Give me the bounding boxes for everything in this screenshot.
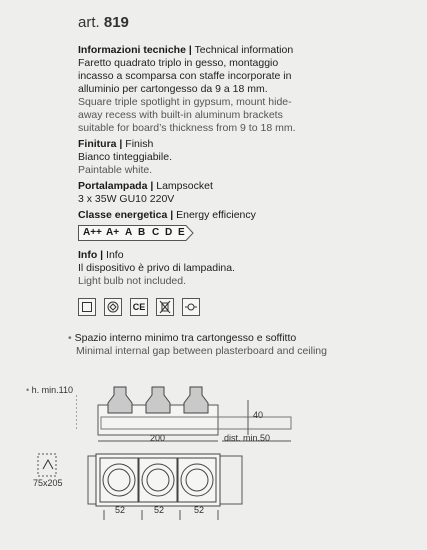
- tech-title-en: Technical information: [194, 44, 294, 56]
- tech-line-en-1: Square triple spotlight in gypsum, mount hide-: [78, 96, 292, 108]
- energy-title-en: Energy efficiency: [176, 209, 256, 221]
- info-text-it: Il dispositivo è privo di lampadina.: [78, 262, 235, 274]
- energy-class-a-plus: A+: [106, 227, 120, 238]
- tech-line-it-3: alluminio per cartongesso da 9 a 18 mm.: [78, 83, 268, 95]
- gap-note-it: Spazio interno minimo tra cartongesso e soffitto: [74, 332, 297, 344]
- tech-line-en-3: suitable for board’s thickness from 9 to 18 mm.: [78, 122, 296, 134]
- tech-line-it-2: incasso a scomparsa con staffe incorporate in: [78, 70, 292, 82]
- lampsocket-section: Portalampada | Lampsocket 3 x 35W GU10 220V: [78, 180, 378, 206]
- energy-class-a-plus-plus: A++: [83, 227, 102, 238]
- info-title-en: Info: [106, 249, 124, 261]
- distance-dimension: dist. min.50: [224, 433, 271, 443]
- lamp-title-en: Lampsocket: [156, 180, 213, 192]
- energy-class-b: B: [138, 227, 146, 238]
- lamp-title-it: Portalampada: [78, 180, 148, 192]
- finish-title-it: Finitura: [78, 138, 117, 150]
- ce-mark-icon: CE: [130, 298, 148, 316]
- tech-line-it-1: Faretto quadrato triplo in gesso, montaggio: [78, 57, 279, 69]
- info-title-it: Info: [78, 249, 98, 261]
- side-view-drawing: [76, 375, 306, 445]
- finish-text-it: Bianco tinteggiabile.: [78, 151, 172, 163]
- spacing-3: 52: [194, 505, 205, 515]
- energy-class-a: A: [125, 227, 133, 238]
- energy-class-d: D: [165, 227, 173, 238]
- finish-text-en: Paintable white.: [78, 164, 153, 176]
- gap-note: • Spazio interno minimo tra cartongesso e soffitto Minimal internal gap between plasterboard and ceiling: [68, 332, 338, 358]
- spacing-2: 52: [154, 505, 165, 515]
- tech-line-en-2: away recess with built-in aluminum brackets: [78, 109, 283, 121]
- width-dimension: 200: [150, 433, 166, 443]
- article-prefix: art.: [78, 14, 100, 31]
- weee-bin-icon: [156, 298, 174, 316]
- energy-class-c: C: [152, 227, 160, 238]
- depth-dimension: 40: [253, 410, 264, 420]
- article-code: [78, 14, 129, 31]
- top-view-drawing: [86, 452, 246, 522]
- class-ii-icon: [78, 298, 96, 316]
- cutout-size: 75x205: [33, 478, 63, 488]
- tech-title-it: Informazioni tecniche: [78, 44, 186, 56]
- technical-info-section: Informazioni tecniche | Technical information Faretto quadrato triplo in gesso, montaggio incasso a scomparsa con staffe incorporate in alluminio per cartongesso da 9 a 18 mm. Square triple spotlight in gypsum, mount hide- away recess with built-in aluminum brackets suitable for board’s thickness from 9 to 18 mm.: [78, 44, 378, 135]
- gap-note-en: Minimal internal gap between plasterboard and ceiling: [76, 345, 327, 357]
- energy-title-it: Classe energetica: [78, 209, 168, 221]
- info-section: Info | Info Il dispositivo è privo di lampadina. Light bulb not included.: [78, 249, 378, 288]
- gypsum-icon: [104, 298, 122, 316]
- min-height-label: • h. min.110: [26, 385, 74, 395]
- info-text-en: Light bulb not included.: [78, 275, 186, 287]
- energy-class-e: E: [178, 227, 185, 238]
- finish-section: Finitura | Finish Bianco tinteggiabile. Paintable white.: [78, 138, 378, 177]
- finish-title-en: Finish: [125, 138, 154, 150]
- energy-section: Classe energetica | Energy efficiency: [78, 209, 256, 221]
- dimmable-icon: [182, 298, 200, 316]
- lamp-text: 3 x 35W GU10 220V: [78, 193, 175, 205]
- spacing-1: 52: [115, 505, 126, 515]
- article-number: 819: [103, 14, 129, 31]
